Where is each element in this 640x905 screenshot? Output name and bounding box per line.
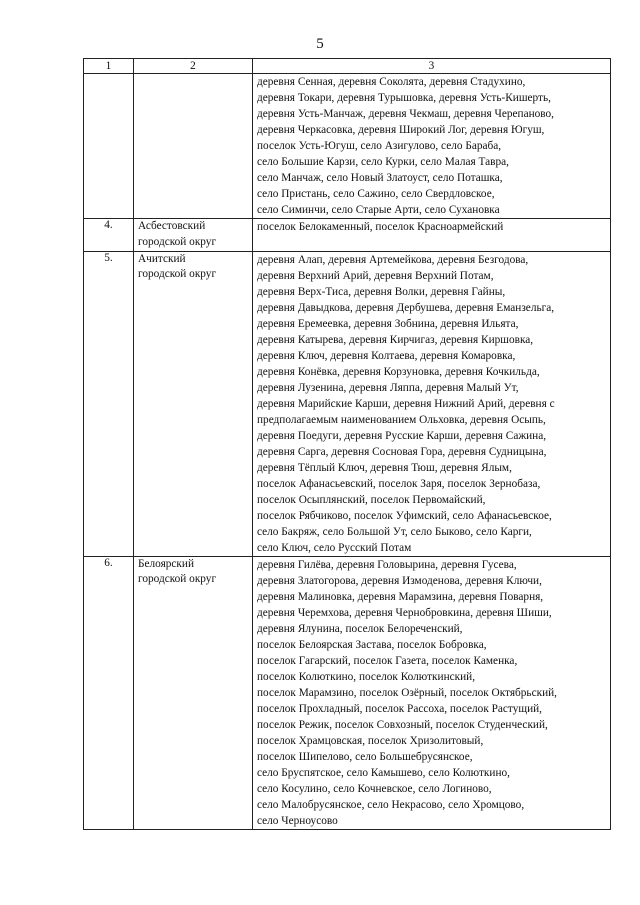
table-header-row — [84, 59, 611, 74]
settlement-line: деревня Малиновка, деревня Марамзина, деревня Поварня, — [257, 590, 544, 603]
district-name-line: городской округ — [138, 573, 217, 586]
settlement-line: деревня Давыдкова, деревня Дербушева, деревня Еманзельга, — [257, 301, 555, 314]
settlement-line: деревня Ключ, деревня Колтаева, деревня Комаровка, — [257, 349, 516, 362]
table-row — [84, 556, 611, 829]
settlement-line: деревня Златогорова, деревня Измоденова, деревня Ключи, — [257, 574, 542, 587]
row-number — [84, 74, 134, 219]
settlement-line: деревня Черкасовка, деревня Широкий Лог, деревня Югуш, — [257, 124, 545, 136]
settlement-line: деревня Еремеевка, деревня Зобнина, деревня Ильята, — [257, 317, 519, 330]
settlement-line: поселок Белоярская Застава, поселок Бобровка, — [257, 638, 487, 651]
table-row — [84, 251, 611, 556]
settlement-line: село Косулино, село Кочневское, село Логиново, — [257, 782, 492, 795]
settlement-line: поселок Белокаменный, поселок Красноармейский — [257, 221, 504, 233]
page-number: 5 — [316, 36, 324, 52]
settlement-line: поселок Колюткино, поселок Колюткинский, — [257, 670, 476, 683]
settlement-line: деревня Усть-Манчаж, деревня Чекмаш, деревня Черепаново, — [257, 108, 555, 120]
settlement-line: поселок Храмцовская, поселок Хризолитовый, — [257, 734, 484, 747]
settlement-line: поселок Афанасьевский, поселок Заря, поселок Зернобаза, — [257, 477, 541, 490]
settlement-line: село Манчаж, село Новый Златоуст, село Поташка, — [257, 172, 503, 184]
settlements-list — [253, 556, 611, 829]
settlement-line: деревня Гилёва, деревня Головырина, деревня Гусева, — [257, 558, 517, 571]
settlement-line: поселок Режик, поселок Совхозный, поселок Студенческий, — [257, 718, 548, 731]
settlement-line: деревня Марийские Карши, деревня Нижний Арий, деревня с — [257, 397, 555, 410]
settlement-line: деревня Сенная, деревня Соколята, деревня Стадухино, — [257, 76, 526, 88]
settlements-table — [83, 58, 611, 830]
settlement-line: деревня Катырева, деревня Кирчигаз, деревня Киршовка, — [257, 333, 534, 346]
settlement-line: деревня Алап, деревня Артемейкова, деревня Безгодова, — [257, 253, 529, 266]
settlement-line: деревня Поедуги, деревня Русские Карши, деревня Сажина, — [257, 429, 547, 442]
settlement-line: деревня Верхний Арий, деревня Верхний Потам, — [257, 269, 494, 282]
settlement-line: деревня Ялунина, поселок Белореченский, — [257, 622, 463, 635]
settlement-line: поселок Рябчиково, поселок Уфимский, село Афанасьевское, — [257, 509, 552, 522]
settlement-line: деревня Лузенина, деревня Ляппа, деревня Малый Ут, — [257, 381, 519, 394]
table-row — [84, 74, 611, 219]
settlement-line: деревня Верх-Тиса, деревня Волки, деревня Гайны, — [257, 285, 506, 298]
district-name — [134, 219, 253, 252]
settlement-line: поселок Осыплянский, поселок Первомайский, — [257, 493, 486, 506]
settlement-line: деревня Токари, деревня Турышовка, деревня Усть-Кишерть, — [257, 92, 551, 104]
settlement-line: деревня Тёплый Ключ, деревня Тюш, деревня Ялым, — [257, 461, 512, 474]
settlement-line: поселок Марамзино, поселок Озёрный, поселок Октябрьский, — [257, 686, 558, 699]
district-name — [134, 251, 253, 556]
district-name-line: Ачитский — [138, 252, 186, 265]
district-name — [134, 74, 253, 219]
column-header-1: 1 — [84, 59, 134, 74]
settlement-line: деревня Черемхова, деревня Чернобровкина, деревня Шиши, — [257, 606, 552, 619]
settlement-line: поселок Усть-Югуш, село Азигулово, село Бараба, — [257, 140, 502, 152]
settlements-list — [253, 219, 611, 252]
row-number: 5. — [84, 251, 134, 556]
settlement-line: деревня Сарга, деревня Сосновая Гора, деревня Судницына, — [257, 445, 547, 458]
settlement-line: поселок Шипелово, село Большебрусянское, — [257, 750, 473, 763]
settlement-line: село Симинчи, село Старые Арти, село Сухановка — [257, 204, 500, 216]
column-header-3: 3 — [253, 59, 611, 74]
row-number: 6. — [84, 556, 134, 829]
settlement-line: поселок Прохладный, поселок Рассоха, поселок Растущий, — [257, 702, 542, 715]
settlement-line: село Бруспятское, село Камышево, село Колюткино, — [257, 766, 510, 779]
settlement-line: предполагаемым наименованием Ольховка, деревня Осыпь, — [257, 413, 546, 426]
settlements-list — [253, 251, 611, 556]
table-row — [84, 219, 611, 252]
settlement-line: село Бакряж, село Большой Ут, село Быково, село Карги, — [257, 525, 532, 538]
district-name-line: городской округ — [138, 268, 217, 281]
column-header-2: 2 — [134, 59, 253, 74]
district-name-line: Асбестовский — [138, 220, 206, 232]
district-name-line: Белоярский — [138, 557, 195, 570]
settlement-line: село Пристань, село Сажино, село Свердловское, — [257, 188, 495, 200]
settlement-line: село Малобрусянское, село Некрасово, село Хромцово, — [257, 798, 525, 811]
settlement-line: село Черноусово — [257, 814, 338, 827]
settlement-line: село Ключ, село Русский Потам — [257, 541, 412, 554]
row-number: 4. — [84, 219, 134, 252]
district-name — [134, 556, 253, 829]
table-body — [84, 74, 611, 830]
settlements-list — [253, 74, 611, 219]
district-name-line: городской округ — [138, 235, 217, 248]
settlement-line: деревня Конёвка, деревня Корзуновка, деревня Кочкильда, — [257, 365, 540, 378]
settlement-line: поселок Гагарский, поселок Газета, поселок Каменка, — [257, 654, 518, 667]
settlement-line: село Большие Карзи, село Курки, село Малая Тавра, — [257, 156, 509, 168]
